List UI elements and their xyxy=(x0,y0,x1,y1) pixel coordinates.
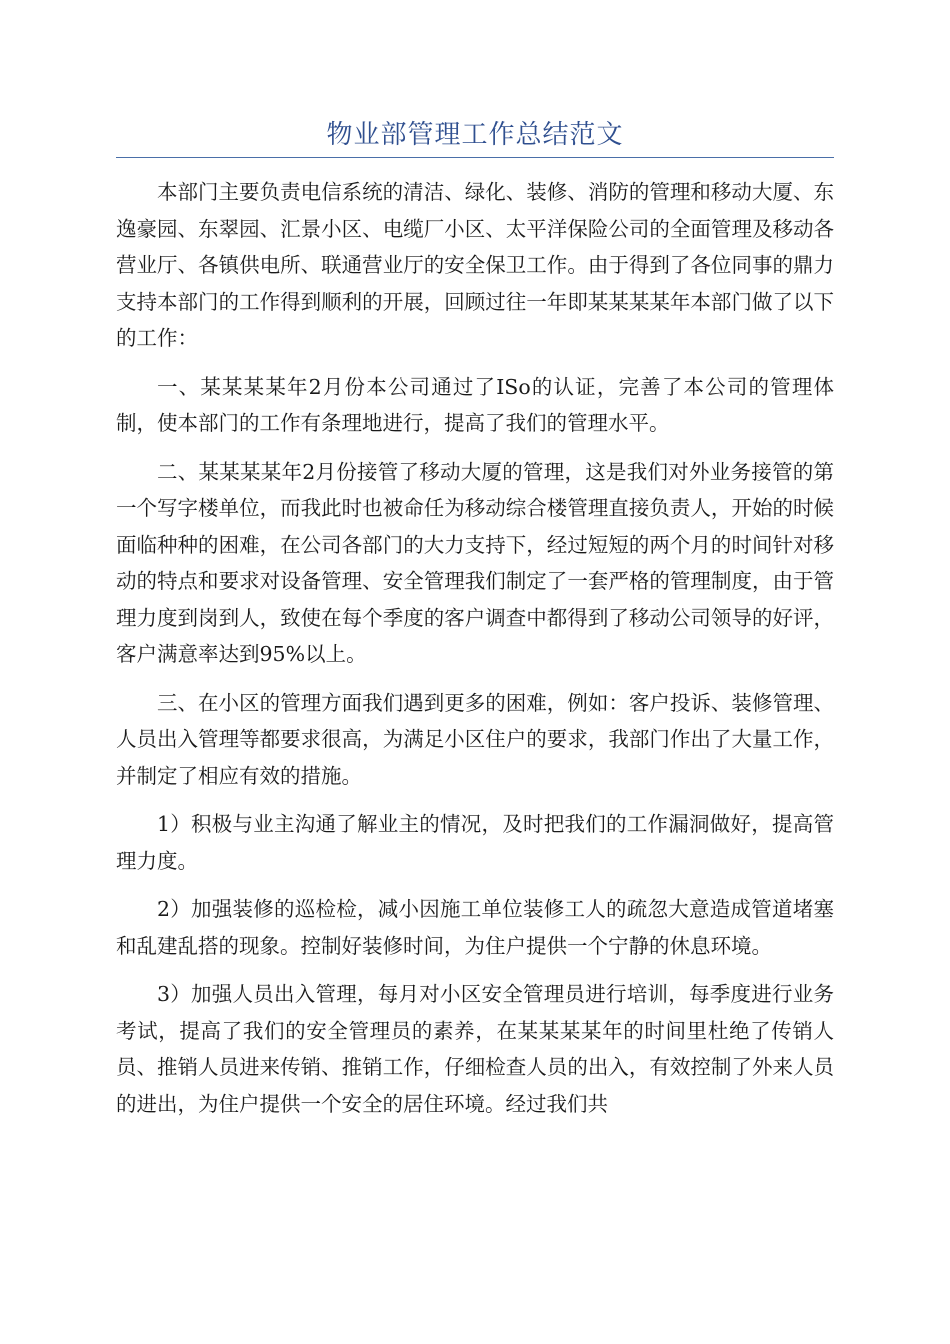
document-page xyxy=(116,100,834,1134)
document-title: 物业部管理工作总结范文 xyxy=(326,120,624,150)
paragraph-subitem-2: 2）加强装修的巡检检，减小因施工单位装修工人的疏忽大意造成管道堵塞和乱建乱搭的现象。控制好装修时间，为住户提供一个宁静的休息环境。 xyxy=(116,897,834,958)
paragraph-item-3: 三、在小区的管理方面我们遇到更多的困难，例如：客户投诉、装修管理、人员出入管理等都要求很高，为满足小区住户的要求，我部门作出了大量工作，并制定了相应有效的措施。 xyxy=(116,690,834,788)
title-underline xyxy=(116,157,834,158)
paragraph-item-1: 一、某某某某年2月份本公司通过了ISo的认证，完善了本公司的管理体制，使本部门的工作有条理地进行，提高了我们的管理水平。 xyxy=(116,374,834,435)
paragraph-item-2: 二、某某某某年2月份接管了移动大厦的管理，这是我们对外业务接管的第一个写字楼单位，而我此时也被命任为移动综合楼管理直接负责人，开始的时候面临种种的困难，在公司各部门的大力支持下，经过短短的两个月的时间针对移动的特点和要求对设备管理、安全管理我们制定了一套严格的管理制度，由于管理力度到岗到人，致使在每个季度的客户调查中都得到了移动公司领导的好评，客户满意率达到95%以上。 xyxy=(116,459,834,666)
paragraph-intro: 本部门主要负责电信系统的清洁、绿化、装修、消防的管理和移动大厦、东逸豪园、东翠园、汇景小区、电缆厂小区、太平洋保险公司的全面管理及移动各营业厅、各镇供电所、联通营业厅的安全保卫工作。由于得到了各位同事的鼎力支持本部门的工作得到顺利的开展，回顾过往一年即某某某某年本部门做了以下的工作： xyxy=(116,180,834,350)
paragraph-subitem-3: 3）加强人员出入管理，每月对小区安全管理员进行培训，每季度进行业务考试，提高了我们的安全管理员的素养，在某某某某年的时间里杜绝了传销人员、推销人员进来传销、推销工作，仔细检查人员的出入，有效控制了外来人员的进出，为住户提供一个安全的居住环境。经过我们共 xyxy=(116,982,834,1116)
paragraph-subitem-1: 1）积极与业主沟通了解业主的情况，及时把我们的工作漏洞做好，提高管理力度。 xyxy=(116,812,834,873)
